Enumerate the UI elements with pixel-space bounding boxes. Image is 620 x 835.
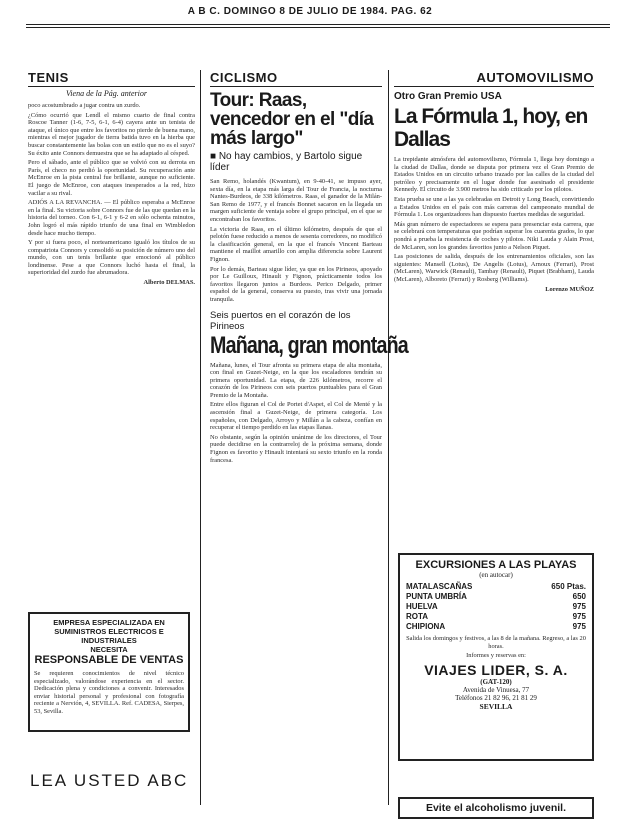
article-paragraph: Mañana, lunes, el Tour afronta su primera etapa de alta montaña, con final en Guzet-Neige, en la que los escaladores tendrán su primera oportunidad. La etapa, de 226 kilómetros, recorre el corazón de los Pirineos con seis puertos puntuables para el Gran Premio de la Montaña. [210,361,382,399]
ad-subtitle: (en autocar) [479,571,513,579]
price-row [406,622,586,632]
price-list [406,582,586,632]
company-phones: Teléfonos 21 82 96, 21 81 29 [455,693,537,702]
article-paragraph: No obstante, según la opinión unánime de los directores, el Tour puede decidirse en la contrarreloj de la próxima semana, donde Fignon es favorito y Hinault intentará su sexto triunfo en la ronda francesa. [210,433,382,464]
headline-formula1: La Fórmula 1, hoy, en Dallas [394,105,588,151]
company-city: SEVILLA [479,701,513,711]
price-row [406,602,586,612]
article-paragraph: Esta prueba se une a las ya celebradas en Detroit y Long Beach, convirtiendo a Estados Unidos en el país con más carreras del campeonato mundial de Fórmula 1. Los organizadores han dispuesto fuertes medidas de seguridad. [394,195,594,219]
bullet-text: No hay cambios, y Bartolo sigue líder [210,151,363,173]
price-row [406,582,586,592]
article-paragraph: Más gran número de espectadores se espera para presenciar esta carrera, que se celebrará con temperaturas que podrían superar los cuarenta grados, lo que pondrá a prueba la resistencia de coches y pilotos. Niki Lauda y Alain Prost, de McLaren, son los grandes favoritos junto a Nelson Piquet. [394,220,594,251]
article-paragraph: Entre ellos figuran el Col de Portet d'Aspet, el Col de Menté y la ascensión final a Guzet-Neige, de primera categoría. Los españoles, con Delgado, Arroyo y Millán a la cabeza, confían en recuperar el tiempo perdido en las etapas llanas. [210,401,382,432]
company-name: VIAJES LIDER, S. A. [424,661,568,678]
article-paragraph: Por lo demás, Barteau sigue líder, ya que en los Pirineos, apoyado por Le Guilloux, Hinault y Fignon, prácticamente todos los favoritos llegaron juntos a Burdeos. Perico Delgado, primer español de la general, conserva su puesto, tras vivir una jornada tranquila. [210,265,382,303]
destination-price: 975 [572,602,586,611]
price-row [406,612,586,622]
destination-price: 650 [572,592,586,601]
ad-body: Se requieren conocimientos de nivel técnico especializado, valorándose experiencia en el sector. Dedicación plena y condiciones a convenir. Interesados enviar historial personal y profesional con fotografía reciente a Nervión, 4, SEVILLA. Ref. CADESA, Sierpes, 53, Sevilla. [34,670,184,715]
header-rule-2 [26,27,610,28]
destination-name: CHIPIONA [406,622,446,631]
automovilismo-column [394,70,594,525]
article-paragraph: Y por si fuera poco, el norteamericano igualó los títulos de su compatriota Connors y consolidó su posición de número uno del mundo, con un tenis brillante que emocionó al público londinense. Pese a que Connors luchó hasta el final, la superioridad del zurdo fue abrumadora. [28,239,195,277]
article-paragraph: La victoria de Raas, en el último kilómetro, después de que el pelotón fuese reducido a menos de sesenta corredores, no modificó la clasificación general, en la que el francés Vincent Barteau mantiene el maillot amarillo con amplia diferencia sobre Laurent Fignon. [210,225,382,263]
section-title-automovilismo: AUTOMOVILISMO [394,70,594,87]
byline: Alberto DELMAS. [143,279,195,287]
ad-line: NECESITA [90,645,128,654]
destination-name: ROTA [406,612,429,621]
price-row [406,592,586,602]
ciclismo-column [210,70,408,830]
company-address: Avenida de Vinuesa, 77 [462,685,530,694]
article-paragraph: ADIÓS A LA REVANCHA. — El público esperaba a McEnroe en la final. Su victoria sobre Connors fue de las que quedan en la historia del torneo. Con 6-1, 6-1 y 6-2 en sólo ochenta minutos, John logró el más rápido triunfo de una final en Wimbledon desde hace mucho tiempo. [28,199,195,237]
article-paragraph: San Remo, holandés (Kwantum), en 9-40-41, se impuso ayer, sexta día, en la etapa más larga del Tour de Francia, la nocturna Nantes-Burdeos, de 338 kilómetros. Raas, el ganador de la Milán-San Remo de 1977, y el francés Bonnet sacaron en la llegada un margen suficiente de ventaja sobre el grupo principal, en el que se encontraban los favoritos. [210,178,382,223]
headline-tour: Tour: Raas, vencedor en el "día más largo" [210,90,374,149]
ad-line: SUMINISTROS ELECTRICOS E [54,627,164,636]
ad-title: RESPONSABLE DE VENTAS [34,654,184,666]
article-paragraph: poco acostumbrado a jugar contra un zurdo. [28,102,141,109]
header-rule [26,24,610,25]
tenis-column [28,70,195,548]
slogan-box [398,797,594,819]
page-header: A B C. DOMINGO 8 DE JULIO DE 1984. PAG. 62 [187,6,433,17]
headline-kicker: Otro Gran Premio USA [394,91,502,102]
ad-note: Salida los domingos y festivos, a las 8 de la mañana. Regreso, a las 20 horas. [406,635,586,650]
ad-line: EMPRESA ESPECIALIZADA EN [53,618,165,627]
article-paragraph: ¿Cómo ocurrió que Lendl el mismo cuarto de final contra Roscoe Tanner (1-6, 7-5, 6-1, 6-4) cayera ante un tenista de ataque, el único que entre los favoritos no pierde de buena mano, mientras el mejor jugador de tierra batida tuvo en la hierba que buscar constantemente las bolas con un estilo que no es el suyo? Su éxito ante Connors demuestra que se ha adaptado al césped. [28,111,195,157]
ad-title: EXCURSIONES A LAS PLAYAS [415,559,577,571]
destination-price: 975 [572,622,586,631]
section-title-tenis: TENIS [28,70,195,87]
ad-ventas [28,612,190,732]
slogan: Evite el alcoholismo juvenil. [425,802,567,814]
column-divider [200,70,201,805]
section-title-ciclismo: CICLISMO [210,70,382,87]
ad-line: INDUSTRIALES [81,636,137,645]
byline: Lorenzo MUÑOZ [545,285,594,293]
article-paragraph: La trepidante atmósfera del automovilismo, Fórmula 1, llega hoy domingo a la ciudad de Dallas, donde se disputa por primera vez el Gran Premio de Estados Unidos en un circuito urbano trazado por las calles de la ciudad del petróleo y precisamente en el lugar donde fue asesinado el presidente Kennedy. El circuito de 3.900 metros ha sido criticado por los pilotos. [394,156,594,194]
destination-name: HUELVA [406,602,438,611]
destination-name: MATALASCAÑAS [406,582,473,591]
headline-bullet [210,151,382,173]
ad-playas [398,553,594,761]
headline-kicker: Seis puertos en el corazón de los Pirineos [210,309,351,332]
lea-usted-abc: LEA USTED ABC [30,771,189,790]
headline-montana: Mañana, gran montaña [210,331,408,359]
continued-caption: Viena de la Pág. anterior [66,89,147,98]
column-divider [388,70,389,805]
article-paragraph: Pero el sábado, ante el público que se volvió con su derrota en París, el checo no perdió la oportunidad. Su recuperación ante McEnroe en la pista central fue brillante, aunque no suficiente. El juego de McEnroe, con ataques inesperados a la red, hizo vacilar a su rival. [28,159,195,197]
destination-price: 975 [572,612,586,621]
destination-price: 650 Ptas. [551,582,586,591]
company-code: (GAT-120) [480,677,512,686]
bullet-icon: ■ [210,151,219,162]
article-paragraph: Las posiciones de salida, después de los entrenamientos oficiales, son las siguientes: Mansell (Lotus), De Angelis (Lotus), Arnoux (Ferrari), Prost (McLaren), Warwick (Renault), Tambay (Renault), Piquet (Brabham), Lauda (McLaren), Alboreto (Ferrari) y Rosberg (Williams). [394,253,594,283]
ad-note: Informes y reservas en: [466,652,526,660]
destination-name: PUNTA UMBRÍA [406,592,467,601]
